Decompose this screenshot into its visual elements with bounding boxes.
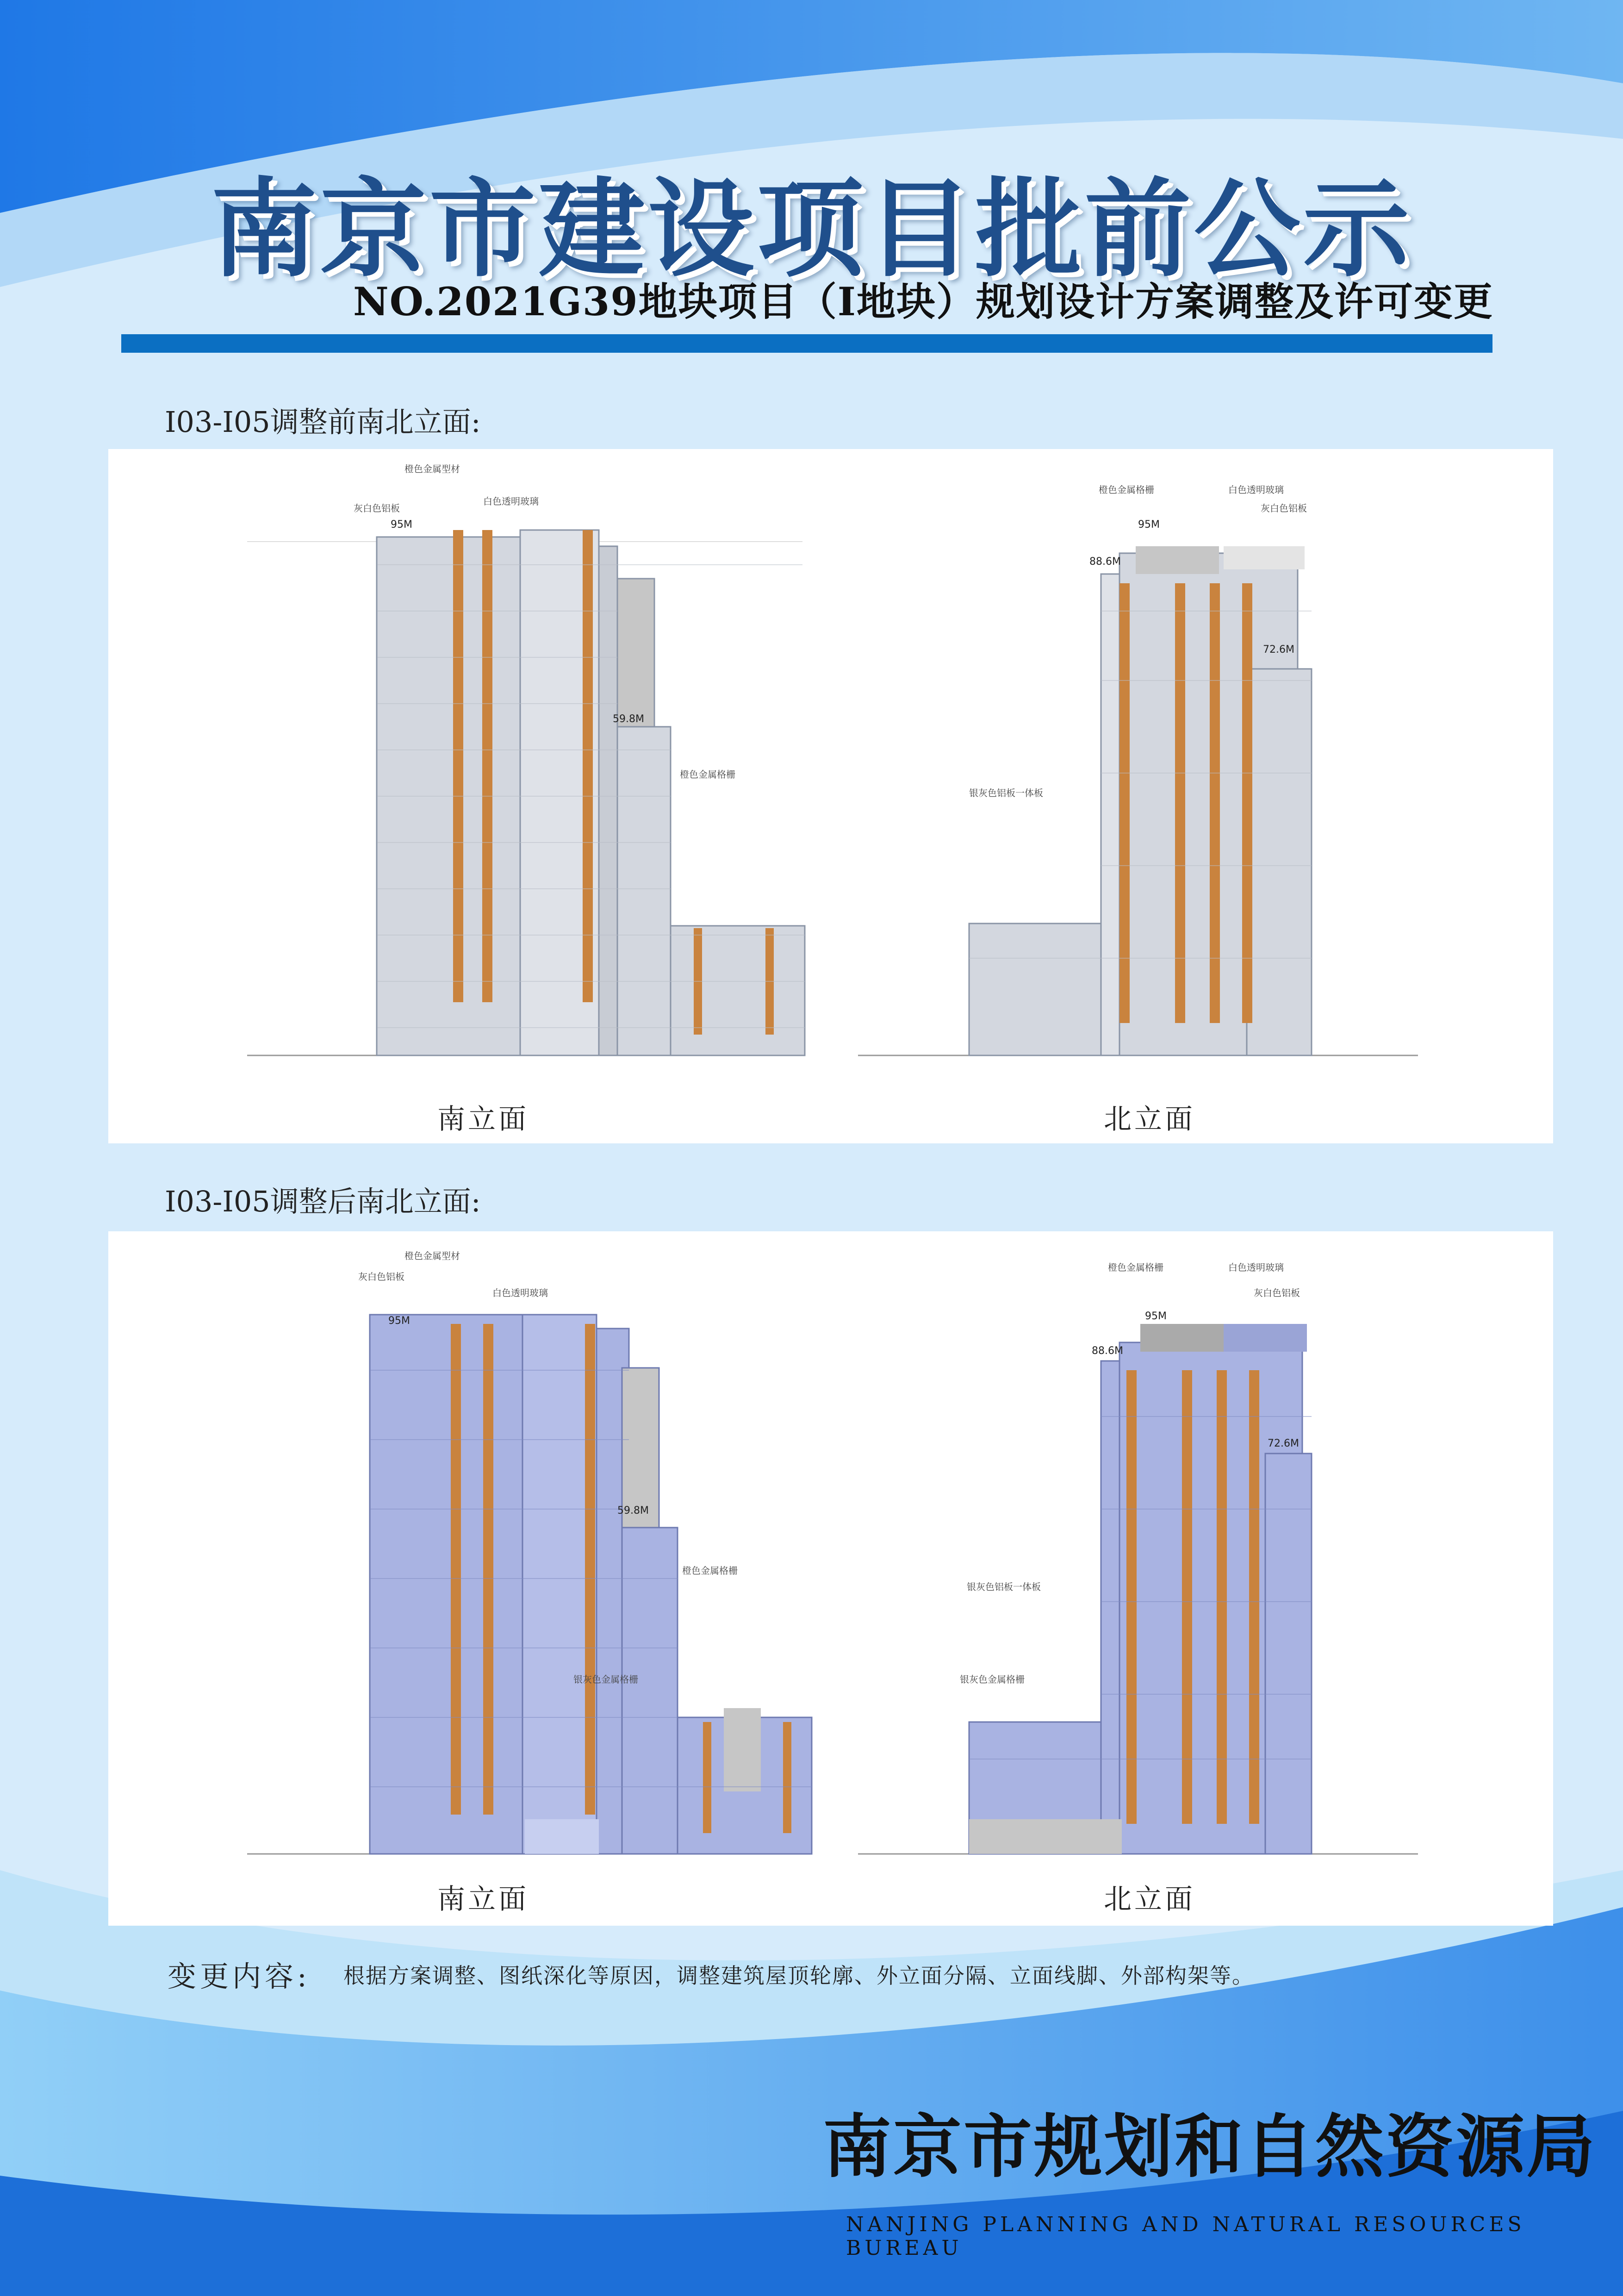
annotation-orange-metal-profile: 橙色金属型材 [404, 463, 460, 474]
elevation-drawing-after [108, 1231, 1553, 1926]
orange-strip [453, 530, 463, 1002]
change-content-text: 根据方案调整、图纸深化等原因，调整建筑屋顶轮廓、外立面分隔、立面线脚、外部构架等。 [343, 1963, 1254, 1988]
page-title: 南京市建设项目批前公示 [211, 168, 1412, 292]
annotation-orange-grille-north-after: 橙色金属格栅 [1108, 1262, 1163, 1273]
south-elevation-caption-after: 南立面 [437, 1883, 529, 1915]
change-content-label: 变更内容: [168, 1959, 311, 1993]
level-marker-59-8m-after: 59.8M [617, 1505, 649, 1516]
annotation-orange-grille: 橙色金属格栅 [680, 769, 735, 780]
annotation-silver-gray-grille-north-after: 银灰色金属格栅 [960, 1674, 1025, 1685]
south-elevation-before [247, 463, 805, 1055]
project-subtitle: NO.2021G39地块项目（I地块）规划设计方案调整及许可变更 [353, 279, 1493, 324]
elevation-panel-after [108, 1231, 1553, 1926]
south-elevation-caption: 南立面 [437, 1103, 529, 1136]
annotation-silver-gray-panel: 银灰色铝板一体板 [969, 787, 1043, 799]
annotation-white-glass-north-after: 白色透明玻璃 [1228, 1262, 1284, 1273]
title-divider [121, 334, 1492, 353]
annotation-gray-white-aluminum-north-after: 灰白色铝板 [1254, 1287, 1300, 1298]
annotation-white-glass-after: 白色透明玻璃 [492, 1287, 548, 1298]
annotation-orange-grille-north: 橙色金属格栅 [1099, 484, 1154, 495]
annotation-gray-white-aluminum: 灰白色铝板 [354, 503, 400, 514]
annotation-silver-gray-panel-after: 银灰色铝板一体板 [967, 1581, 1041, 1592]
bureau-name-cn: 南京市规划和自然资源局 [823, 2107, 1597, 2187]
annotation-white-glass-north: 白色透明玻璃 [1228, 484, 1284, 495]
elevation-panel-before [108, 449, 1553, 1143]
annotation-gray-white-aluminum-north: 灰白色铝板 [1261, 503, 1307, 514]
annotation-orange-grille-after: 橙色金属格栅 [682, 1565, 738, 1576]
level-marker-95m-north: 95M [1138, 519, 1160, 530]
north-elevation-caption-after: 北立面 [1104, 1883, 1195, 1915]
north-elevation-after [858, 1262, 1418, 1854]
annotation-gray-white-aluminum-after: 灰白色铝板 [358, 1271, 404, 1282]
section-label-before: I03-I05调整前南北立面: [165, 405, 481, 439]
level-marker-88-6m: 88.6M [1089, 556, 1121, 568]
annotation-orange-metal-profile-after: 橙色金属型材 [404, 1250, 460, 1261]
south-elevation-after [247, 1250, 812, 1854]
level-marker-72-6m: 72.6M [1263, 644, 1294, 655]
level-marker-59-8m: 59.8M [613, 713, 644, 725]
annotation-white-glass: 白色透明玻璃 [483, 496, 539, 507]
level-marker-95m: 95M [391, 519, 412, 530]
annotation-silver-gray-grille-after: 银灰色金属格栅 [573, 1674, 638, 1685]
bureau-name-en: NANJING PLANNING AND NATURAL RESOURCES BUREAU [846, 2213, 1525, 2260]
north-elevation-caption: 北立面 [1104, 1103, 1195, 1136]
level-marker-88-6m-after: 88.6M [1092, 1345, 1123, 1357]
level-marker-95m-after: 95M [388, 1315, 410, 1327]
level-marker-95m-north-after: 95M [1145, 1310, 1167, 1322]
section-label-after: I03-I05调整后南北立面: [165, 1185, 481, 1218]
north-elevation-before [858, 484, 1418, 1055]
level-marker-72-6m-after: 72.6M [1268, 1438, 1299, 1449]
elevation-drawing-before [108, 449, 1553, 1143]
